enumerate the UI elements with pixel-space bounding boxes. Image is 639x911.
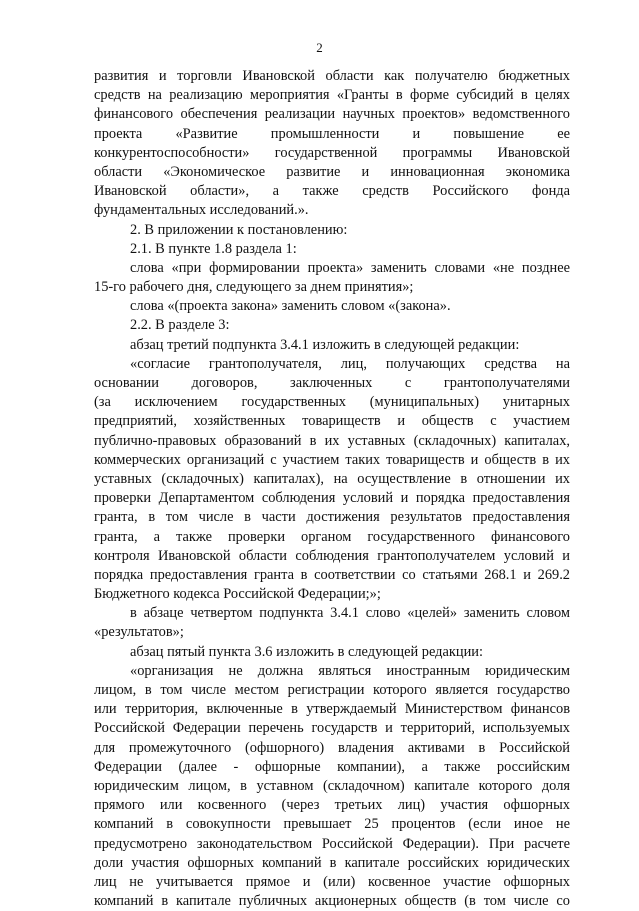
text-line: или территория, включенные в утверждаемый Министерством финансов: [94, 701, 570, 718]
text-line: 2.2. В разделе 3:: [130, 317, 230, 334]
text-line: коммерческих организаций с участием таких товариществ и обществ в их: [94, 451, 570, 468]
text-line: проверки Департаментом соблюдения условий и порядка предоставления: [94, 490, 570, 507]
text-line: (за исключением государственных (муниципальных) унитарных: [94, 394, 570, 411]
text-line: юридическим лицом, в уставном (складочном) капитале которого доля: [94, 777, 570, 794]
text-line: финансового обеспечения реализации научных проектов» ведомственного: [94, 106, 570, 123]
text-line: области «Экономическое развитие и инновационная экономика: [94, 163, 570, 180]
text-line: 15-го рабочего дня, следующего за днем принятия»;: [94, 279, 414, 296]
text-line: контроля Ивановской области соблюдения грантополучателем условий и: [94, 547, 570, 564]
text-line: средств на реализацию мероприятия «Гранты в форме субсидий в целях: [94, 87, 570, 104]
text-line: конкурентоспособности» государственной программы Ивановской: [94, 144, 570, 161]
text-line: «результатов»;: [94, 624, 184, 641]
text-line: предприятий, хозяйственных товариществ и обществ с участием: [94, 413, 570, 430]
text-line: слова «при формировании проекта» заменить словами «не позднее: [130, 259, 570, 276]
text-line: доли участия офшорных компаний в капитале российских юридических: [94, 854, 570, 871]
text-line: порядка предоставления гранта в соответствии со статьями 268.1 и 269.2: [94, 566, 570, 583]
text-line: компаний в капитале публичных акционерных обществ (в том числе со: [94, 893, 570, 910]
text-line: слова «(проекта закона» заменить словом «(закона».: [130, 298, 451, 315]
text-line: в абзаце четвертом подпункта 3.4.1 слово «целей» заменить словом: [130, 605, 570, 622]
text-line: «организация не должна являться иностранным юридическим: [130, 662, 570, 679]
text-line: 2.1. В пункте 1.8 раздела 1:: [130, 240, 297, 257]
text-line: Федерации (далее - офшорные компании), а также российским: [94, 758, 570, 775]
text-line: прямого или косвенного (через третьих лиц) участия офшорных: [94, 797, 570, 814]
text-line: компаний в совокупности превышает 25 процентов (если иное не: [94, 816, 570, 833]
text-line: для промежуточного (офшорного) владения активами в Российской: [94, 739, 570, 756]
text-line: лицом, в том числе местом регистрации которого является государство: [94, 682, 570, 698]
text-line: развития и торговли Ивановской области как получателю бюджетных: [94, 68, 570, 84]
text-line: предусмотрено законодательством Российской Федерации). При расчете: [94, 835, 570, 852]
text-line: Бюджетного кодекса Российской Федерации;»;: [94, 586, 381, 603]
text-line: 2. В приложении к постановлению:: [130, 221, 348, 238]
document-body: [94, 67, 570, 911]
text-line: Ивановской области», а также средств Российского фонда: [94, 183, 570, 200]
text-line: «согласие грантополучателя, лиц, получающих средства на: [130, 355, 570, 372]
text-line: публично-правовых образований в их уставных (складочных) капиталах,: [94, 432, 570, 449]
text-line: гранта, в том числе в части достижения результатов предоставления: [94, 509, 570, 526]
text-line: фундаментальных исследований.».: [94, 202, 309, 219]
text-line: основании договоров, заключенных с грантополучателями: [94, 375, 570, 391]
text-line: проекта «Развитие промышленности и повышение ее: [94, 125, 570, 142]
text-line: абзац третий подпункта 3.4.1 изложить в следующей редакции:: [130, 336, 520, 353]
text-line: лиц не учитывается прямое и (или) косвенное участие офшорных: [94, 873, 570, 890]
text-line: Российской Федерации перечень государств и территорий, используемых: [94, 720, 570, 737]
page-number: 2: [316, 40, 323, 55]
text-line: гранта, а также проверки органом государственного финансового: [94, 528, 570, 545]
text-line: уставных (складочных) капиталах), на осуществление в отношении их: [94, 470, 570, 487]
text-line: абзац пятый пункта 3.6 изложить в следующей редакции:: [130, 643, 483, 660]
